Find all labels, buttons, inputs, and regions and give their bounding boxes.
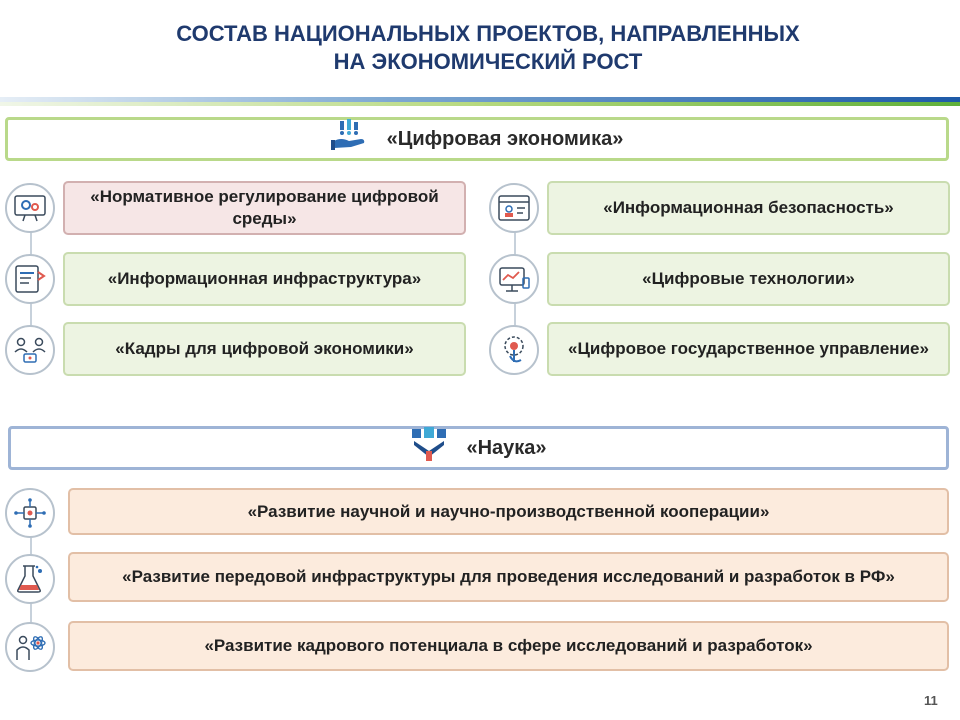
project-scientific-cooperation (68, 488, 949, 535)
regulation-gears-icon (5, 183, 55, 233)
project-information-infrastructure (63, 252, 466, 306)
project-label: «Нормативное регулирование цифровой среды» (90, 187, 439, 228)
digital-tech-icon (489, 254, 539, 304)
project-research-infrastructure (68, 552, 949, 602)
security-browser-icon (489, 183, 539, 233)
title-line-2: НА ЭКОНОМИЧЕСКИЙ РОСТ (333, 49, 643, 74)
project-label: «Цифровое государственное управление» (568, 339, 929, 358)
infrastructure-icon (5, 254, 55, 304)
flask-icon (5, 554, 55, 604)
project-label: «Информационная инфраструктура» (107, 269, 422, 288)
hand-people-icon (331, 119, 369, 159)
page-title (0, 20, 960, 76)
title-line-1: СОСТАВ НАЦИОНАЛЬНЫХ ПРОЕКТОВ, НАПРАВЛЕННЫХ (176, 21, 800, 46)
project-label: «Развитие передовой инфраструктуры для проведения исследований и разработок в РФ» (122, 567, 895, 586)
digital-economy-title: «Цифровая экономика» (386, 127, 624, 150)
project-label: «Цифровые технологии» (642, 269, 855, 288)
project-digital-personnel (63, 322, 466, 376)
people-network-icon (5, 325, 55, 375)
science-logo-icon (410, 427, 448, 469)
scientist-atom-icon (5, 622, 55, 672)
project-label: «Развитие кадрового потенциала в сфере исследований и разработок» (204, 636, 813, 655)
chip-network-icon (5, 488, 55, 538)
project-information-security (547, 181, 950, 235)
project-label: «Информационная безопасность» (603, 198, 894, 217)
science-title: «Наука» (466, 436, 547, 459)
gov-touch-icon (489, 325, 539, 375)
project-normative-regulation (63, 181, 466, 235)
project-digital-technologies (547, 252, 950, 306)
project-label: «Кадры для цифровой экономики» (115, 339, 414, 358)
digital-economy-header (5, 117, 949, 161)
project-digital-government (547, 322, 950, 376)
page-number: 11 (924, 693, 938, 708)
science-header (8, 426, 949, 470)
project-research-personnel (68, 621, 949, 671)
project-label: «Развитие научной и научно-производственной кооперации» (247, 501, 770, 521)
header-gradient-stripe (0, 97, 960, 106)
